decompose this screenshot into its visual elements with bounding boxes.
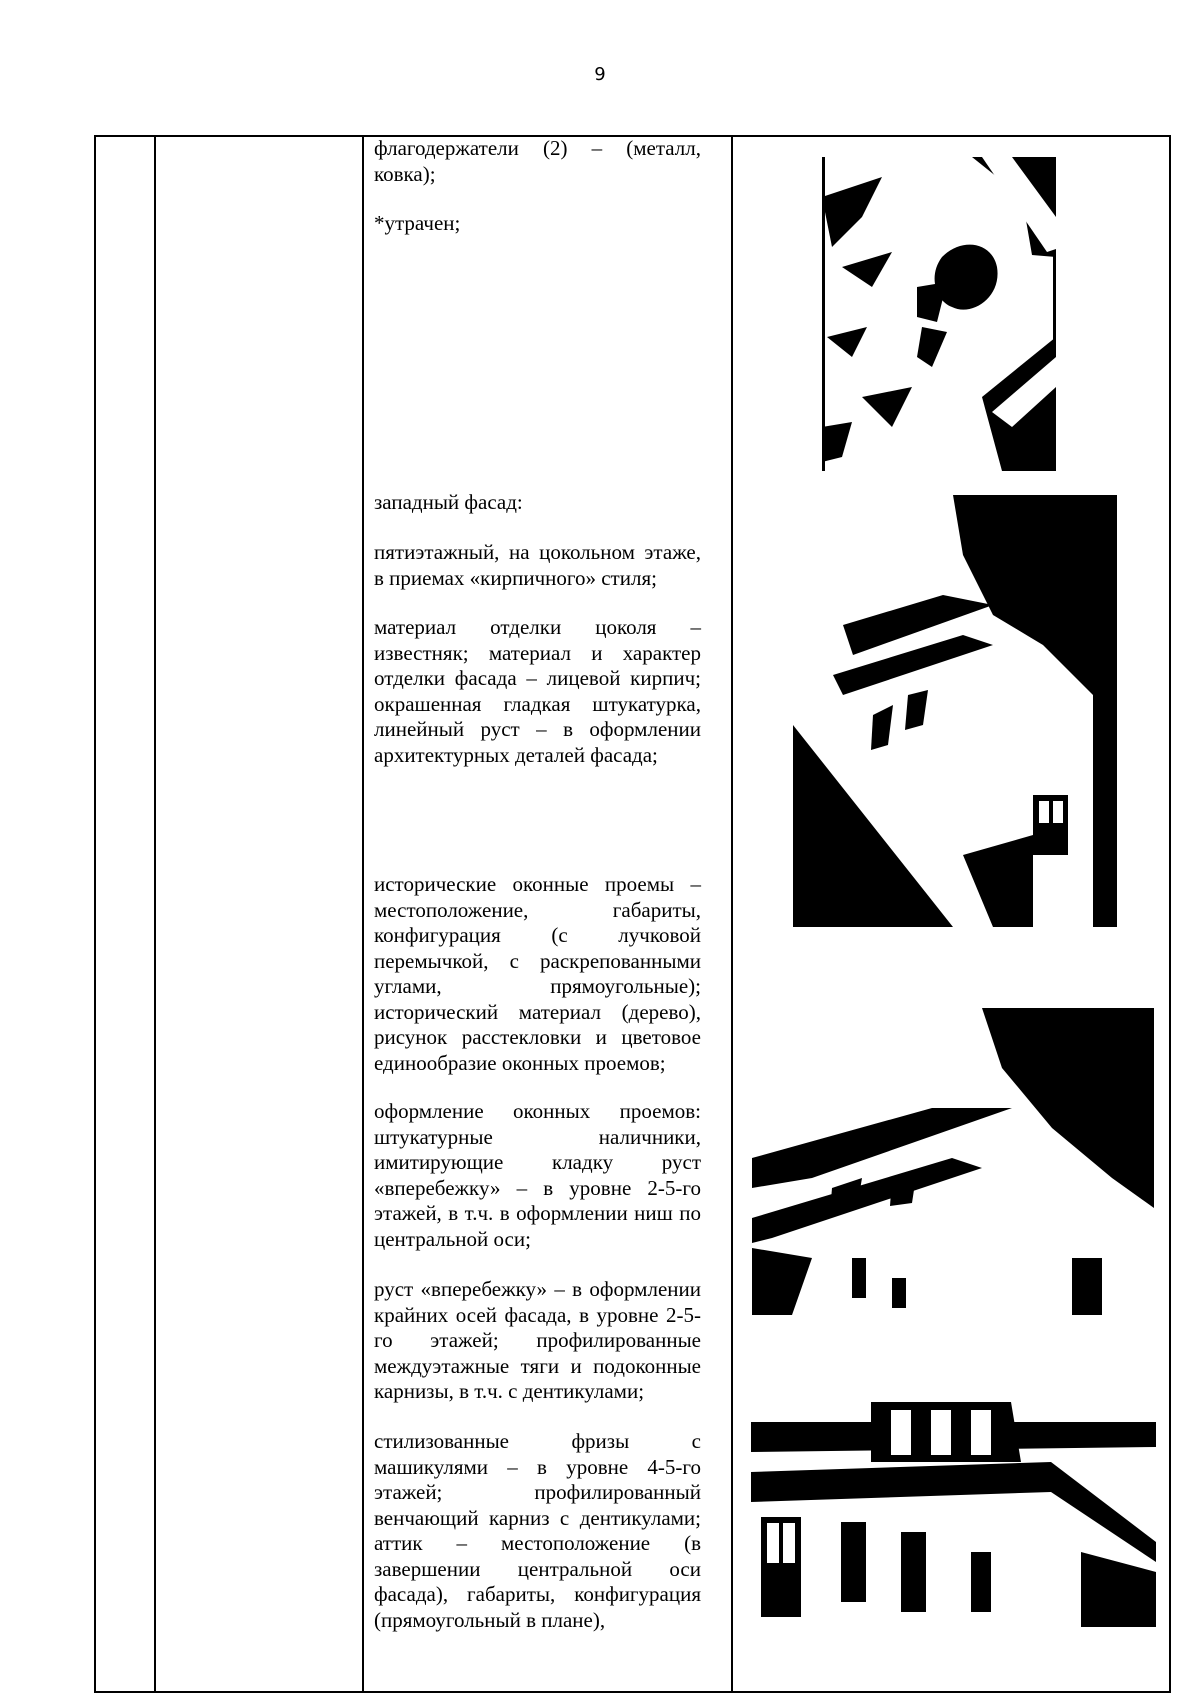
column-divider bbox=[362, 137, 364, 1691]
text-window-design: оформление оконных проемов: штукатурные наличники, имитирующие кладку руст «вперебежку» – в уровне 2-5-го этажей, в т.ч. в оформлении ниш по центральной оси; bbox=[374, 1099, 701, 1251]
column-divider bbox=[154, 137, 156, 1691]
west-facade-image-1 bbox=[793, 495, 1117, 927]
flag-holder-photo bbox=[822, 157, 1056, 471]
text-lost: *утрачен; bbox=[374, 211, 461, 235]
text-west-facade: западный фасад: bbox=[374, 490, 523, 514]
text-friezes: стилизованные фризы с машикулями – в уровне 4-5-го этажей; профилированный венчающий карниз с дентикулами; аттик – местоположение (в завершении центральной оси фасада), габариты, конфигурация (прямоугольный в плане), bbox=[374, 1429, 701, 1632]
west-facade-photo-1 bbox=[793, 495, 1117, 927]
text-flag-holders: флагодержатели (2) – (металл, ковка); bbox=[374, 136, 701, 186]
text-windows: исторические оконные проемы – местоположение, габариты, конфигурация (с лучковой перемычкой, с раскрепованными углами, прямоугольные); исторический материал (дерево), рисунок расстекловки и цветовое единообразие оконных проемов; bbox=[374, 872, 701, 1075]
page-number: 9 bbox=[594, 64, 606, 85]
west-facade-photo-3 bbox=[751, 1402, 1156, 1627]
west-facade-image-2 bbox=[752, 1008, 1154, 1315]
west-facade-photo-2 bbox=[752, 1008, 1154, 1315]
text-five-storey: пятиэтажный, на цокольном этаже, в приемах «кирпичного» стиля; bbox=[374, 540, 701, 590]
text-rustication: руст «вперебежку» – в оформлении крайних осей фасада, в уровне 2-5-го этажей; профилированные междуэтажные тяги и подоконные карнизы, в т.ч. с дентикулами; bbox=[374, 1277, 701, 1403]
text-materials: материал отделки цоколя – известняк; материал и характер отделки фасада – лицевой кирпич; окрашенная гладкая штукатурка, линейный руст – в оформлении архитектурных деталей фасада; bbox=[374, 615, 701, 767]
flag-holder-image bbox=[822, 157, 1056, 471]
column-divider bbox=[731, 137, 733, 1691]
west-facade-image-3 bbox=[751, 1402, 1156, 1627]
